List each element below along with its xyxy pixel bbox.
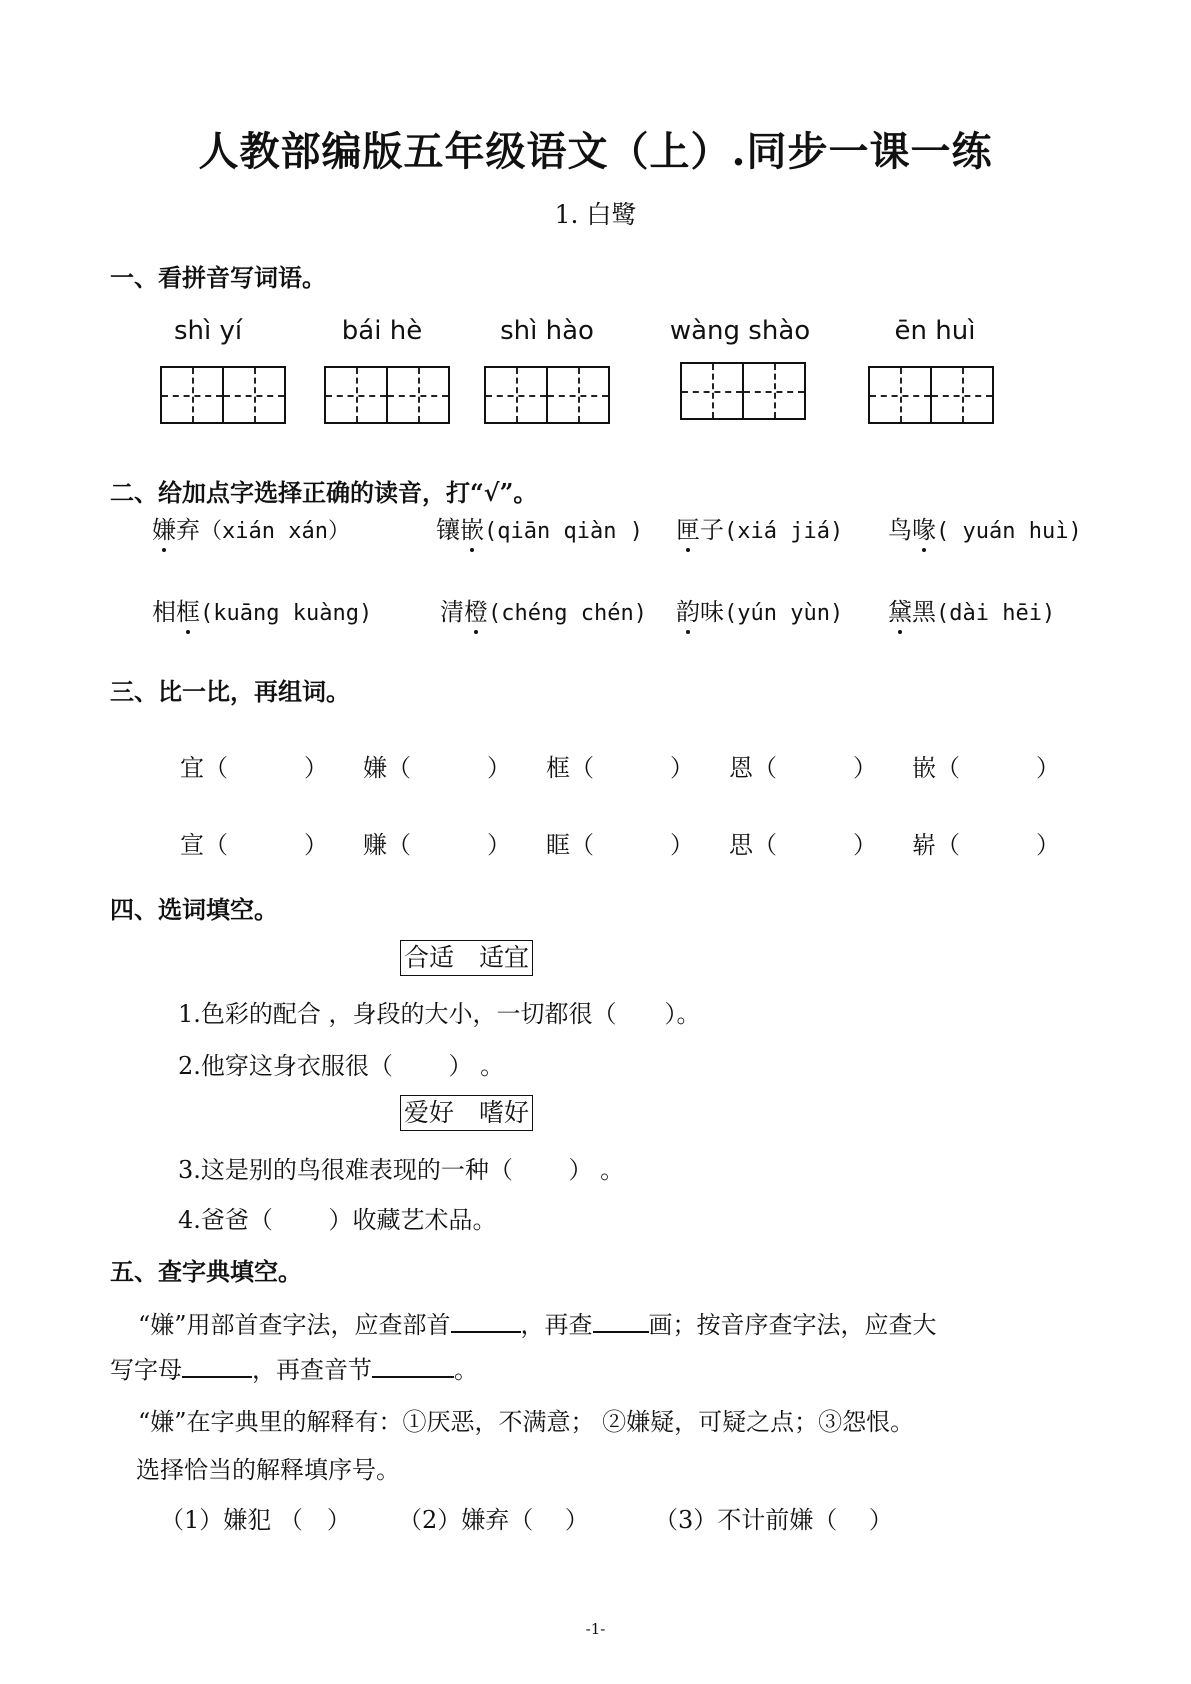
writing-grid[interactable] (324, 366, 450, 424)
pronunciation-item: 嫌弃（xián xán） (152, 510, 350, 545)
pinyin-label: ēn huì (894, 316, 976, 346)
answer-blank[interactable] (372, 1354, 454, 1378)
pinyin-label: shì hào (500, 316, 594, 346)
pinyin-options[interactable]: (chéng chén) (488, 601, 647, 626)
lesson-title: 1. 白鹭 (554, 200, 637, 229)
answer-blank[interactable] (182, 1354, 252, 1378)
pinyin-options[interactable]: (kuāng kuàng) (200, 601, 373, 626)
pronunciation-item: 韵味(yún yùn) (676, 592, 843, 627)
fill-sentence[interactable]: 1.色彩的配合 ，身段的大小，一切都很（ ）。 (178, 1000, 701, 1028)
pinyin-label: shì yí (173, 316, 243, 346)
compare-item: 宜（ ） (180, 754, 328, 782)
choice-item[interactable]: （2）嫌弃（ ） (398, 1506, 589, 1534)
writing-grid[interactable] (484, 366, 610, 424)
word-compare-row-1 (180, 748, 1095, 783)
compare-item: 眶（ ） (546, 831, 694, 859)
section4-heading: 四、选词填空。 (110, 895, 278, 924)
compare-item: 思（ ） (729, 831, 877, 859)
pinyin-options[interactable]: （xián xán） (200, 519, 350, 544)
dictionary-paragraph-cont: 写字母 ，再查音节 。 (110, 1356, 478, 1384)
pinyin-label: wàng shào (669, 316, 811, 346)
choice-item[interactable]: （3）不计前嫌（ ） (654, 1506, 893, 1534)
compare-item: 崭（ ） (912, 831, 1060, 859)
choice-item[interactable]: （1）嫌犯 （ ） (160, 1506, 351, 1534)
fill-sentence[interactable]: 2.他穿这身衣服很（ ） 。 (178, 1052, 505, 1080)
compare-item: 赚（ ） (363, 831, 511, 859)
writing-grid[interactable] (868, 366, 994, 424)
section5-heading: 五、查字典填空。 (110, 1257, 302, 1286)
dictionary-paragraph: “嫌”用部首查字法，应查部首 ，再查 画；按音序查字法，应查大 (138, 1311, 937, 1339)
section2-heading: 二、给加点字选择正确的读音，打“√”。 (110, 478, 538, 507)
word-choice-box: 合适 适宜 (400, 940, 533, 976)
section1-heading: 一、看拼音写词语。 (110, 263, 326, 292)
writing-grid[interactable] (680, 362, 806, 420)
compare-item: 嫌（ ） (363, 754, 511, 782)
definitions-text: “嫌”在字典里的解释有：①厌恶，不满意； ②嫌疑，可疑之点；③怨恨。 (138, 1408, 915, 1436)
pronunciation-item: 鸟喙( yuán huì) (888, 510, 1082, 545)
pronunciation-item: 镶嵌(qiān qiàn ) (436, 510, 643, 545)
instruction-text: 选择恰当的解释填序号。 (136, 1456, 400, 1484)
word-compare-row-2 (180, 825, 1095, 860)
pinyin-options[interactable]: (xiá jiá) (724, 519, 844, 544)
compare-item: 宣（ ） (180, 831, 328, 859)
writing-grid[interactable] (160, 366, 286, 424)
pinyin-options[interactable]: (dài hēi) (936, 601, 1056, 626)
pronunciation-item: 黛黑(dài hēi) (888, 592, 1055, 627)
compare-item: 框（ ） (546, 754, 694, 782)
compare-item: 嵌（ ） (912, 754, 1060, 782)
document-title: 人教部编版五年级语文（上）.同步一课一练 (198, 128, 993, 175)
pinyin-options[interactable]: ( yuán huì) (936, 519, 1082, 544)
answer-blank[interactable] (593, 1309, 649, 1333)
pinyin-label: bái hè (341, 316, 423, 346)
answer-blank[interactable] (451, 1309, 521, 1333)
pinyin-options[interactable]: (qiān qiàn ) (484, 519, 643, 544)
pronunciation-item: 清橙(chéng chén) (440, 592, 647, 627)
compare-item: 恩（ ） (729, 754, 877, 782)
fill-sentence[interactable]: 3.这是别的鸟很难表现的一种（ ） 。 (178, 1156, 625, 1184)
section3-heading: 三、比一比，再组词。 (110, 677, 350, 706)
fill-sentence[interactable]: 4.爸爸（ ）收藏艺术品。 (178, 1206, 497, 1234)
page-number: -1- (585, 1620, 606, 1638)
pronunciation-item: 相框(kuāng kuàng) (152, 592, 372, 627)
pinyin-options[interactable]: (yún yùn) (724, 601, 844, 626)
pronunciation-item: 匣子(xiá jiá) (676, 510, 843, 545)
word-choice-box: 爱好 嗜好 (400, 1095, 533, 1131)
